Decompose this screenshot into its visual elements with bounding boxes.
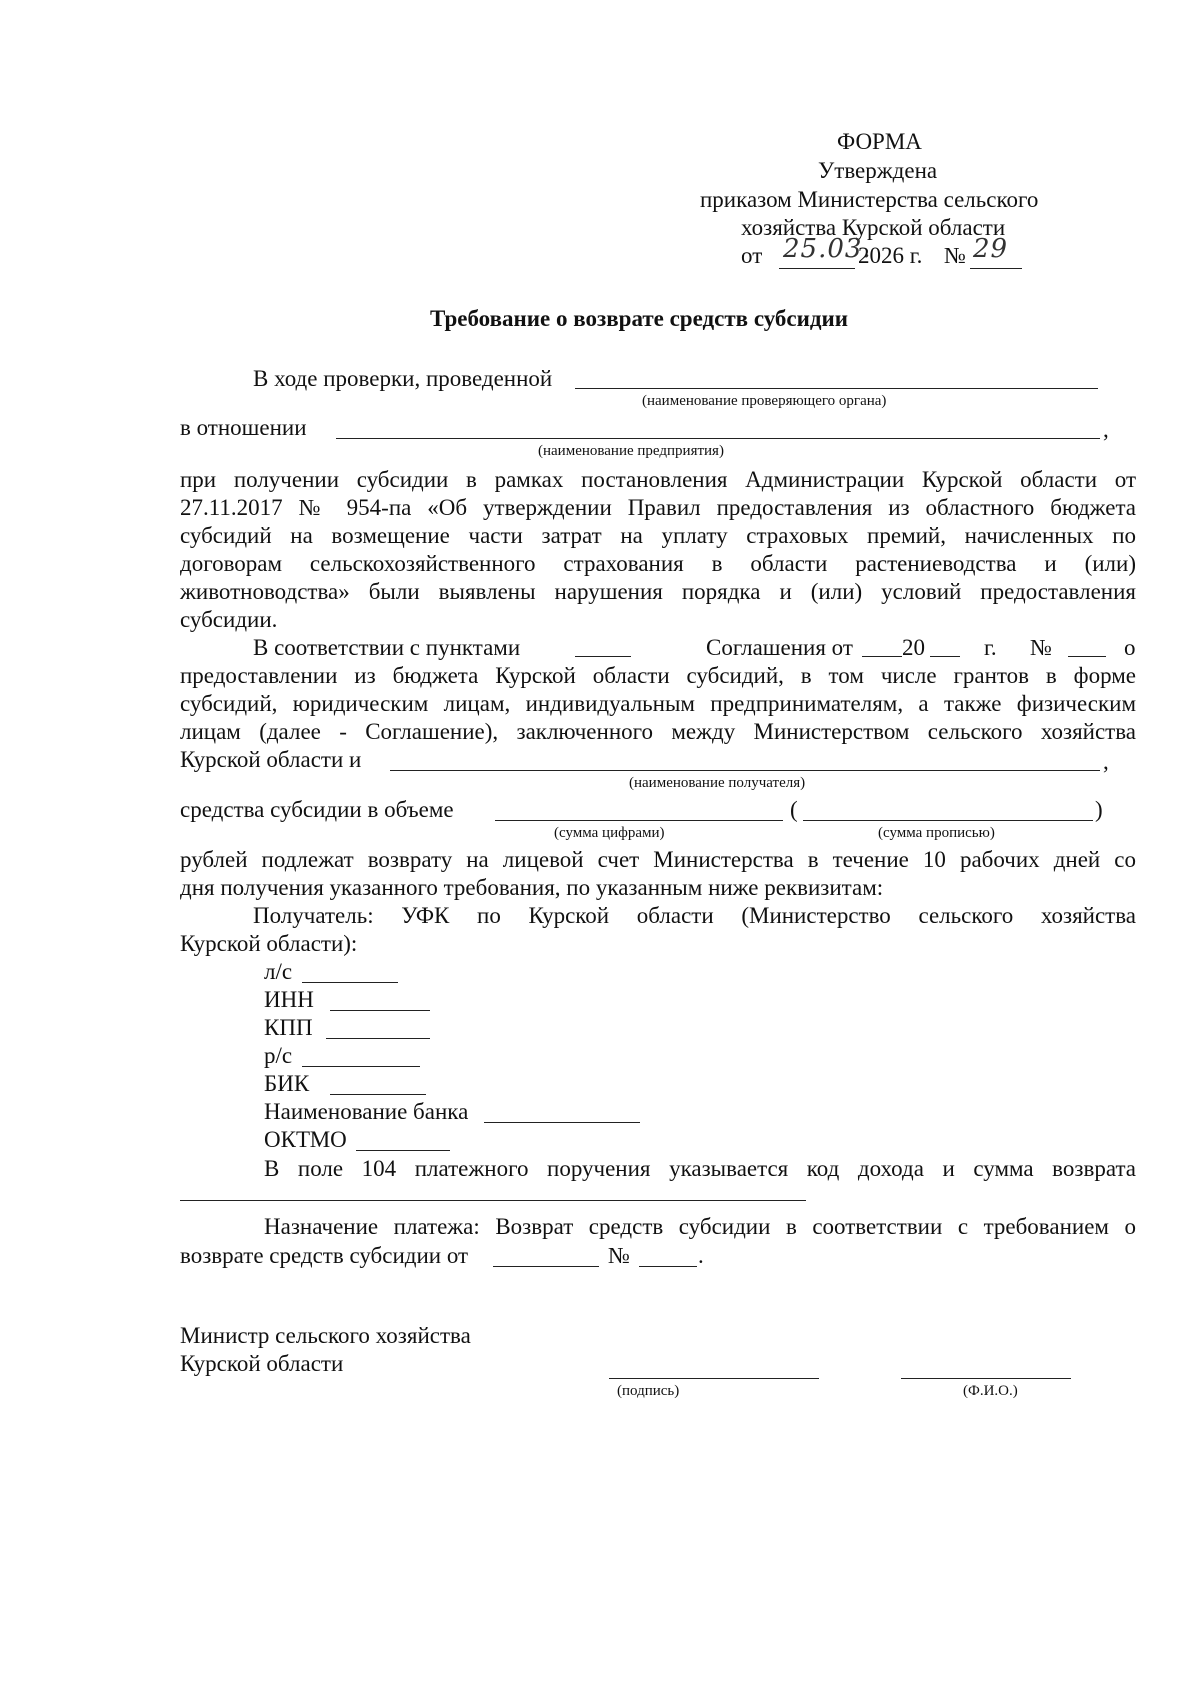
in-respect-label: в отношении bbox=[180, 415, 307, 440]
agreement-number-sign: № bbox=[1030, 635, 1052, 660]
requisite-bik-label: БИК bbox=[264, 1071, 310, 1096]
agreement-points-label: В соответствии с пунктами bbox=[253, 635, 521, 660]
return-line: рублей подлежат возврату на лицевой счет Министерства в течение 10 рабочих дней со bbox=[180, 847, 1136, 872]
approved-by-line1: приказом Министерства сельского bbox=[700, 187, 1039, 212]
inspector-caption: (наименование проверяющего органа) bbox=[642, 393, 887, 409]
agreement-year-suffix: г. bbox=[984, 635, 997, 660]
agreement-text-line: субсидий, юридическим лицам, индивидуальным предпринимателям, а также физическим bbox=[180, 691, 1136, 716]
payment-purpose-line2: возврате средств субсидии от bbox=[180, 1243, 469, 1268]
full-name-field bbox=[901, 1378, 1071, 1379]
requisite-ls-field bbox=[302, 982, 398, 983]
requisite-rs-field bbox=[302, 1066, 420, 1067]
enterprise-comma: , bbox=[1103, 417, 1109, 442]
enterprise-caption: (наименование предприятия) bbox=[538, 443, 724, 459]
inspection-intro: В ходе проверки, проведенной bbox=[253, 366, 553, 391]
signature-caption: (подпись) bbox=[617, 1383, 680, 1399]
requisite-bank-label: Наименование банка bbox=[264, 1099, 469, 1124]
requisite-inn-field bbox=[330, 1010, 430, 1011]
document-title: Требование о возврате средств субсидии bbox=[430, 306, 849, 331]
amount-words-caption: (сумма прописью) bbox=[878, 825, 995, 841]
requisite-kpp-label: КПП bbox=[264, 1015, 313, 1040]
field-104-note: В поле 104 платежного поручения указывается код дохода и сумма возврата bbox=[264, 1156, 1136, 1181]
subsidy-line: 27.11.2017 № 954-па «Об утверждении Правил предоставления из областного бюджета bbox=[180, 495, 1136, 520]
subsidy-line: субсидий на возмещение части затрат на уплату страховых премий, начисленных по bbox=[180, 523, 1136, 548]
enterprise-field bbox=[336, 438, 1100, 439]
minister-title-line1: Министр сельского хозяйства bbox=[180, 1323, 471, 1348]
purpose-period: . bbox=[698, 1243, 704, 1268]
amount-open-paren: ( bbox=[790, 797, 798, 822]
order-number-sign: № bbox=[944, 243, 966, 268]
recipient-comma: , bbox=[1103, 749, 1109, 774]
recipient-field bbox=[390, 770, 1100, 771]
order-year: 2026 г. bbox=[858, 243, 923, 268]
recipient-treasury-line: Курской области): bbox=[180, 931, 358, 956]
minister-title-line2: Курской области bbox=[180, 1351, 344, 1376]
requisite-bank-field bbox=[484, 1122, 640, 1123]
order-from-label: от bbox=[741, 243, 763, 268]
points-field bbox=[575, 656, 631, 657]
purpose-number-sign: № bbox=[608, 1243, 630, 1268]
amount-label: средства субсидии в объеме bbox=[180, 797, 454, 822]
subsidy-line: при получении субсидии в рамках постановления Администрации Курской области от bbox=[180, 467, 1136, 492]
order-number-underline bbox=[970, 268, 1022, 269]
purpose-date-field bbox=[493, 1266, 599, 1267]
agreement-text-line: предоставлении из бюджета Курской области субсидий, в том числе грантов в форме bbox=[180, 663, 1136, 688]
requisite-oktmo-label: ОКТМО bbox=[264, 1127, 347, 1152]
amount-digits-field bbox=[495, 820, 783, 821]
amount-digits-caption: (сумма цифрами) bbox=[554, 825, 665, 841]
agreement-century: 20 bbox=[902, 635, 925, 660]
amount-words-field bbox=[803, 820, 1093, 821]
field-104-line bbox=[180, 1200, 806, 1201]
form-label: ФОРМА bbox=[837, 129, 922, 154]
kursk-and-label: Курской области и bbox=[180, 747, 362, 772]
amount-close-paren: ) bbox=[1095, 797, 1103, 822]
subsidy-line: животноводства» были выявлены нарушения порядка и (или) условий предоставления bbox=[180, 579, 1136, 604]
agreement-from-label: Соглашения от bbox=[706, 635, 853, 660]
requisite-rs-label: р/с bbox=[264, 1043, 293, 1068]
order-number-handwritten: 29 bbox=[973, 234, 1009, 264]
requisite-bik-field bbox=[330, 1094, 426, 1095]
requisite-oktmo-field bbox=[356, 1150, 450, 1151]
agreement-about: о bbox=[1124, 635, 1136, 660]
recipient-caption: (наименование получателя) bbox=[629, 775, 806, 791]
approved-label: Утверждена bbox=[818, 158, 938, 183]
signature-field bbox=[609, 1378, 819, 1379]
agreement-number-field bbox=[1068, 656, 1106, 657]
agreement-day-field bbox=[862, 656, 902, 657]
full-name-caption: (Ф.И.О.) bbox=[963, 1383, 1018, 1399]
recipient-treasury-line: Получатель: УФК по Курской области (Министерство сельского хозяйства bbox=[253, 903, 1136, 928]
subsidy-line: договорам сельскохозяйственного страхования в области растениеводства и (или) bbox=[180, 551, 1136, 576]
requisite-inn-label: ИНН bbox=[264, 987, 314, 1012]
purpose-number-field bbox=[639, 1266, 697, 1267]
agreement-text-line: лицам (далее - Соглашение), заключенного между Министерством сельского хозяйства bbox=[180, 719, 1136, 744]
requisite-ls-label: л/с bbox=[264, 959, 293, 984]
order-date-handwritten: 25.03. bbox=[783, 234, 872, 264]
requisite-kpp-field bbox=[326, 1038, 430, 1039]
subsidy-line-last: субсидии. bbox=[180, 607, 278, 632]
approved-by-line2: хозяйства Курской области bbox=[741, 215, 1006, 240]
inspector-field bbox=[575, 388, 1098, 389]
payment-purpose-line: Назначение платежа: Возврат средств субсидии в соответствии с требованием о bbox=[264, 1214, 1136, 1239]
agreement-year-field bbox=[930, 656, 960, 657]
return-line: дня получения указанного требования, по указанным ниже реквизитам: bbox=[180, 875, 884, 900]
order-date-underline bbox=[779, 268, 855, 269]
